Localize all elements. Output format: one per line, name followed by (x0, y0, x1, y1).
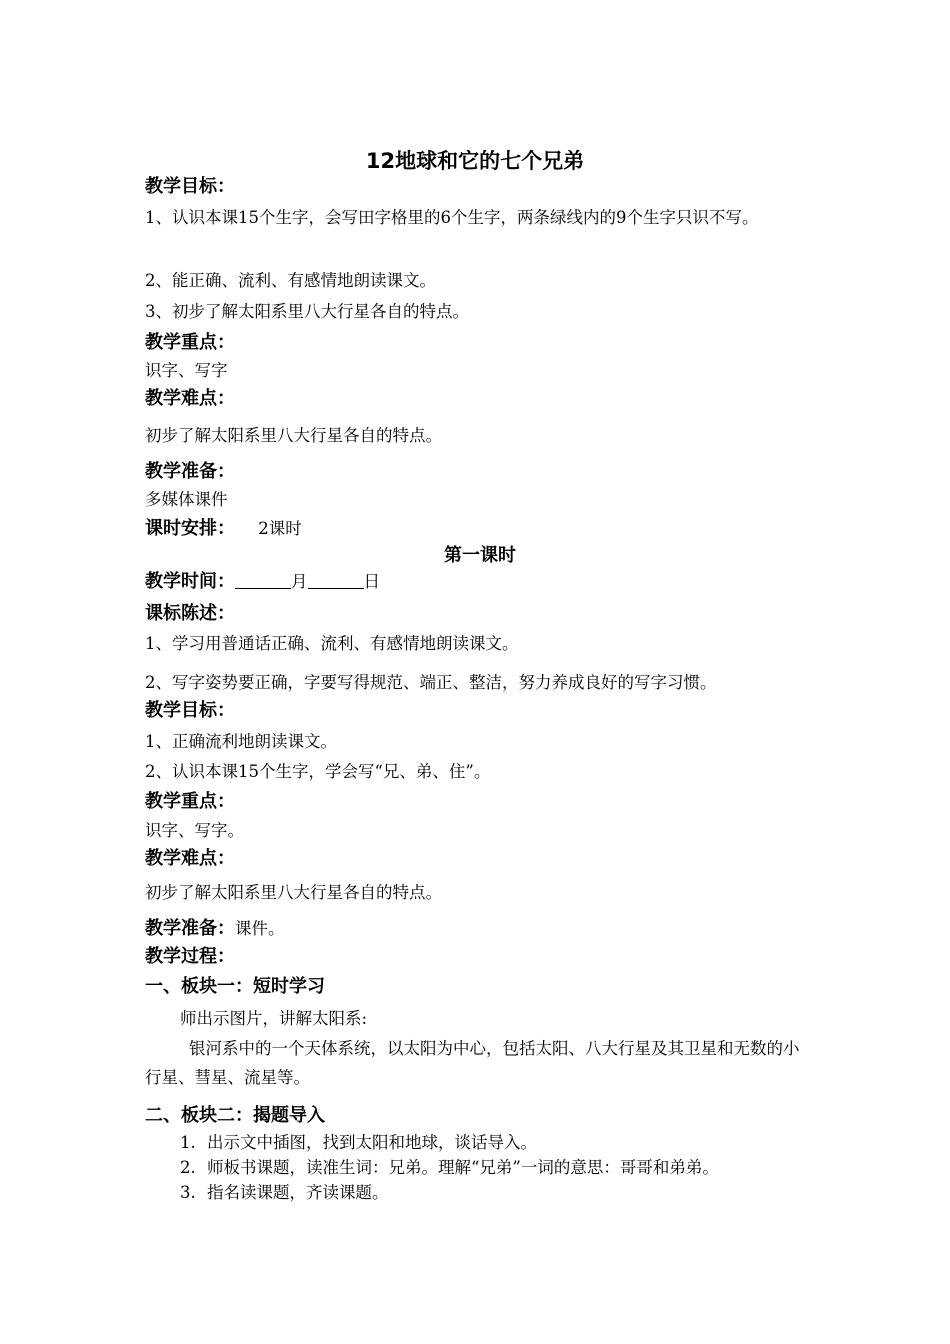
key-points-text: 识字、写字 (145, 361, 228, 380)
lesson-goal-2-text: 2、认识本课15个生字，学会写“兄、弟、住”。 (145, 762, 491, 781)
step-3-number: 3. (180, 1183, 196, 1202)
solar-system-definition: 银河系中的一个天体系统，以太阳为中心，包括太阳、八大行星及其卫星和无数的小行星、彗星、流星等。 (145, 1039, 800, 1087)
difficulty-heading: 教学难点： (145, 388, 235, 409)
lesson-prep-text: 课件。 (235, 919, 285, 938)
preparation-heading: 教学准备： (145, 461, 235, 482)
lesson-difficulty-text: 初步了解太阳系里八大行星各自的特点。 (145, 883, 442, 902)
goal-3-text: 3、初步了解太阳系里八大行星各自的特点。 (145, 302, 469, 321)
month-label: 月 (291, 572, 308, 591)
goal-2-text: 2、能正确、流利、有感情地朗读课文。 (145, 271, 436, 290)
step-2-line (180, 1157, 719, 1179)
block-1-intro: 师出示图片，讲解太阳系: (180, 1009, 368, 1028)
lesson-key-text: 识字、写字。 (145, 821, 244, 840)
teaching-time-line (145, 570, 380, 594)
lesson-heading: 第一课时 (444, 545, 516, 566)
day-blank (308, 570, 364, 589)
lesson-prep-line (145, 917, 285, 941)
lesson-key-heading: 教学重点： (145, 791, 235, 812)
step-2-text: 师板书课题，读准生词：兄弟。理解“兄弟”一词的意思：哥哥和弟弟。 (207, 1158, 719, 1177)
goals-heading: 教学目标： (145, 176, 235, 197)
lesson-difficulty-heading: 教学难点： (145, 848, 235, 869)
process-heading: 教学过程： (145, 946, 235, 967)
step-2-number: 2. (180, 1158, 196, 1177)
step-1-line (180, 1132, 537, 1154)
step-3-line (180, 1182, 389, 1204)
schedule-line (145, 517, 302, 541)
difficulty-text: 初步了解太阳系里八大行星各自的特点。 (145, 426, 442, 445)
day-label: 日 (363, 572, 380, 591)
month-blank (235, 570, 291, 589)
step-3-text: 指名读课题，齐读课题。 (207, 1183, 389, 1202)
standards-heading: 课标陈述： (145, 603, 235, 624)
standard-1-text: 1、学习用普通话正确、流利、有感情地朗读课文。 (145, 634, 519, 653)
key-points-heading: 教学重点： (145, 332, 235, 353)
step-1-text: 出示文中插图，找到太阳和地球，谈话导入。 (207, 1133, 537, 1152)
step-1-number: 1. (180, 1133, 196, 1152)
schedule-text: 2课时 (258, 519, 302, 538)
block-2-heading: 二、板块二：揭题导入 (145, 1105, 325, 1126)
lesson-goals-heading: 教学目标： (145, 700, 235, 721)
lesson-goal-1-text: 1、正确流利地朗读课文。 (145, 732, 337, 751)
teaching-time-label: 教学时间： (145, 571, 235, 592)
document-title: 12地球和它的七个兄弟 (365, 149, 585, 173)
preparation-text: 多媒体课件 (145, 490, 228, 509)
lesson-prep-heading: 教学准备： (145, 918, 235, 939)
goal-1-text: 1、认识本课15个生字，会写田字格里的6个生字，两条绿线内的9个生字只识不写。 (145, 208, 759, 227)
standard-2-text: 2、写字姿势要正确，字要写得规范、端正、整洁，努力养成良好的写字习惯。 (145, 673, 717, 692)
block-1-heading: 一、板块一：短时学习 (145, 976, 325, 997)
schedule-heading: 课时安排： (145, 518, 235, 539)
